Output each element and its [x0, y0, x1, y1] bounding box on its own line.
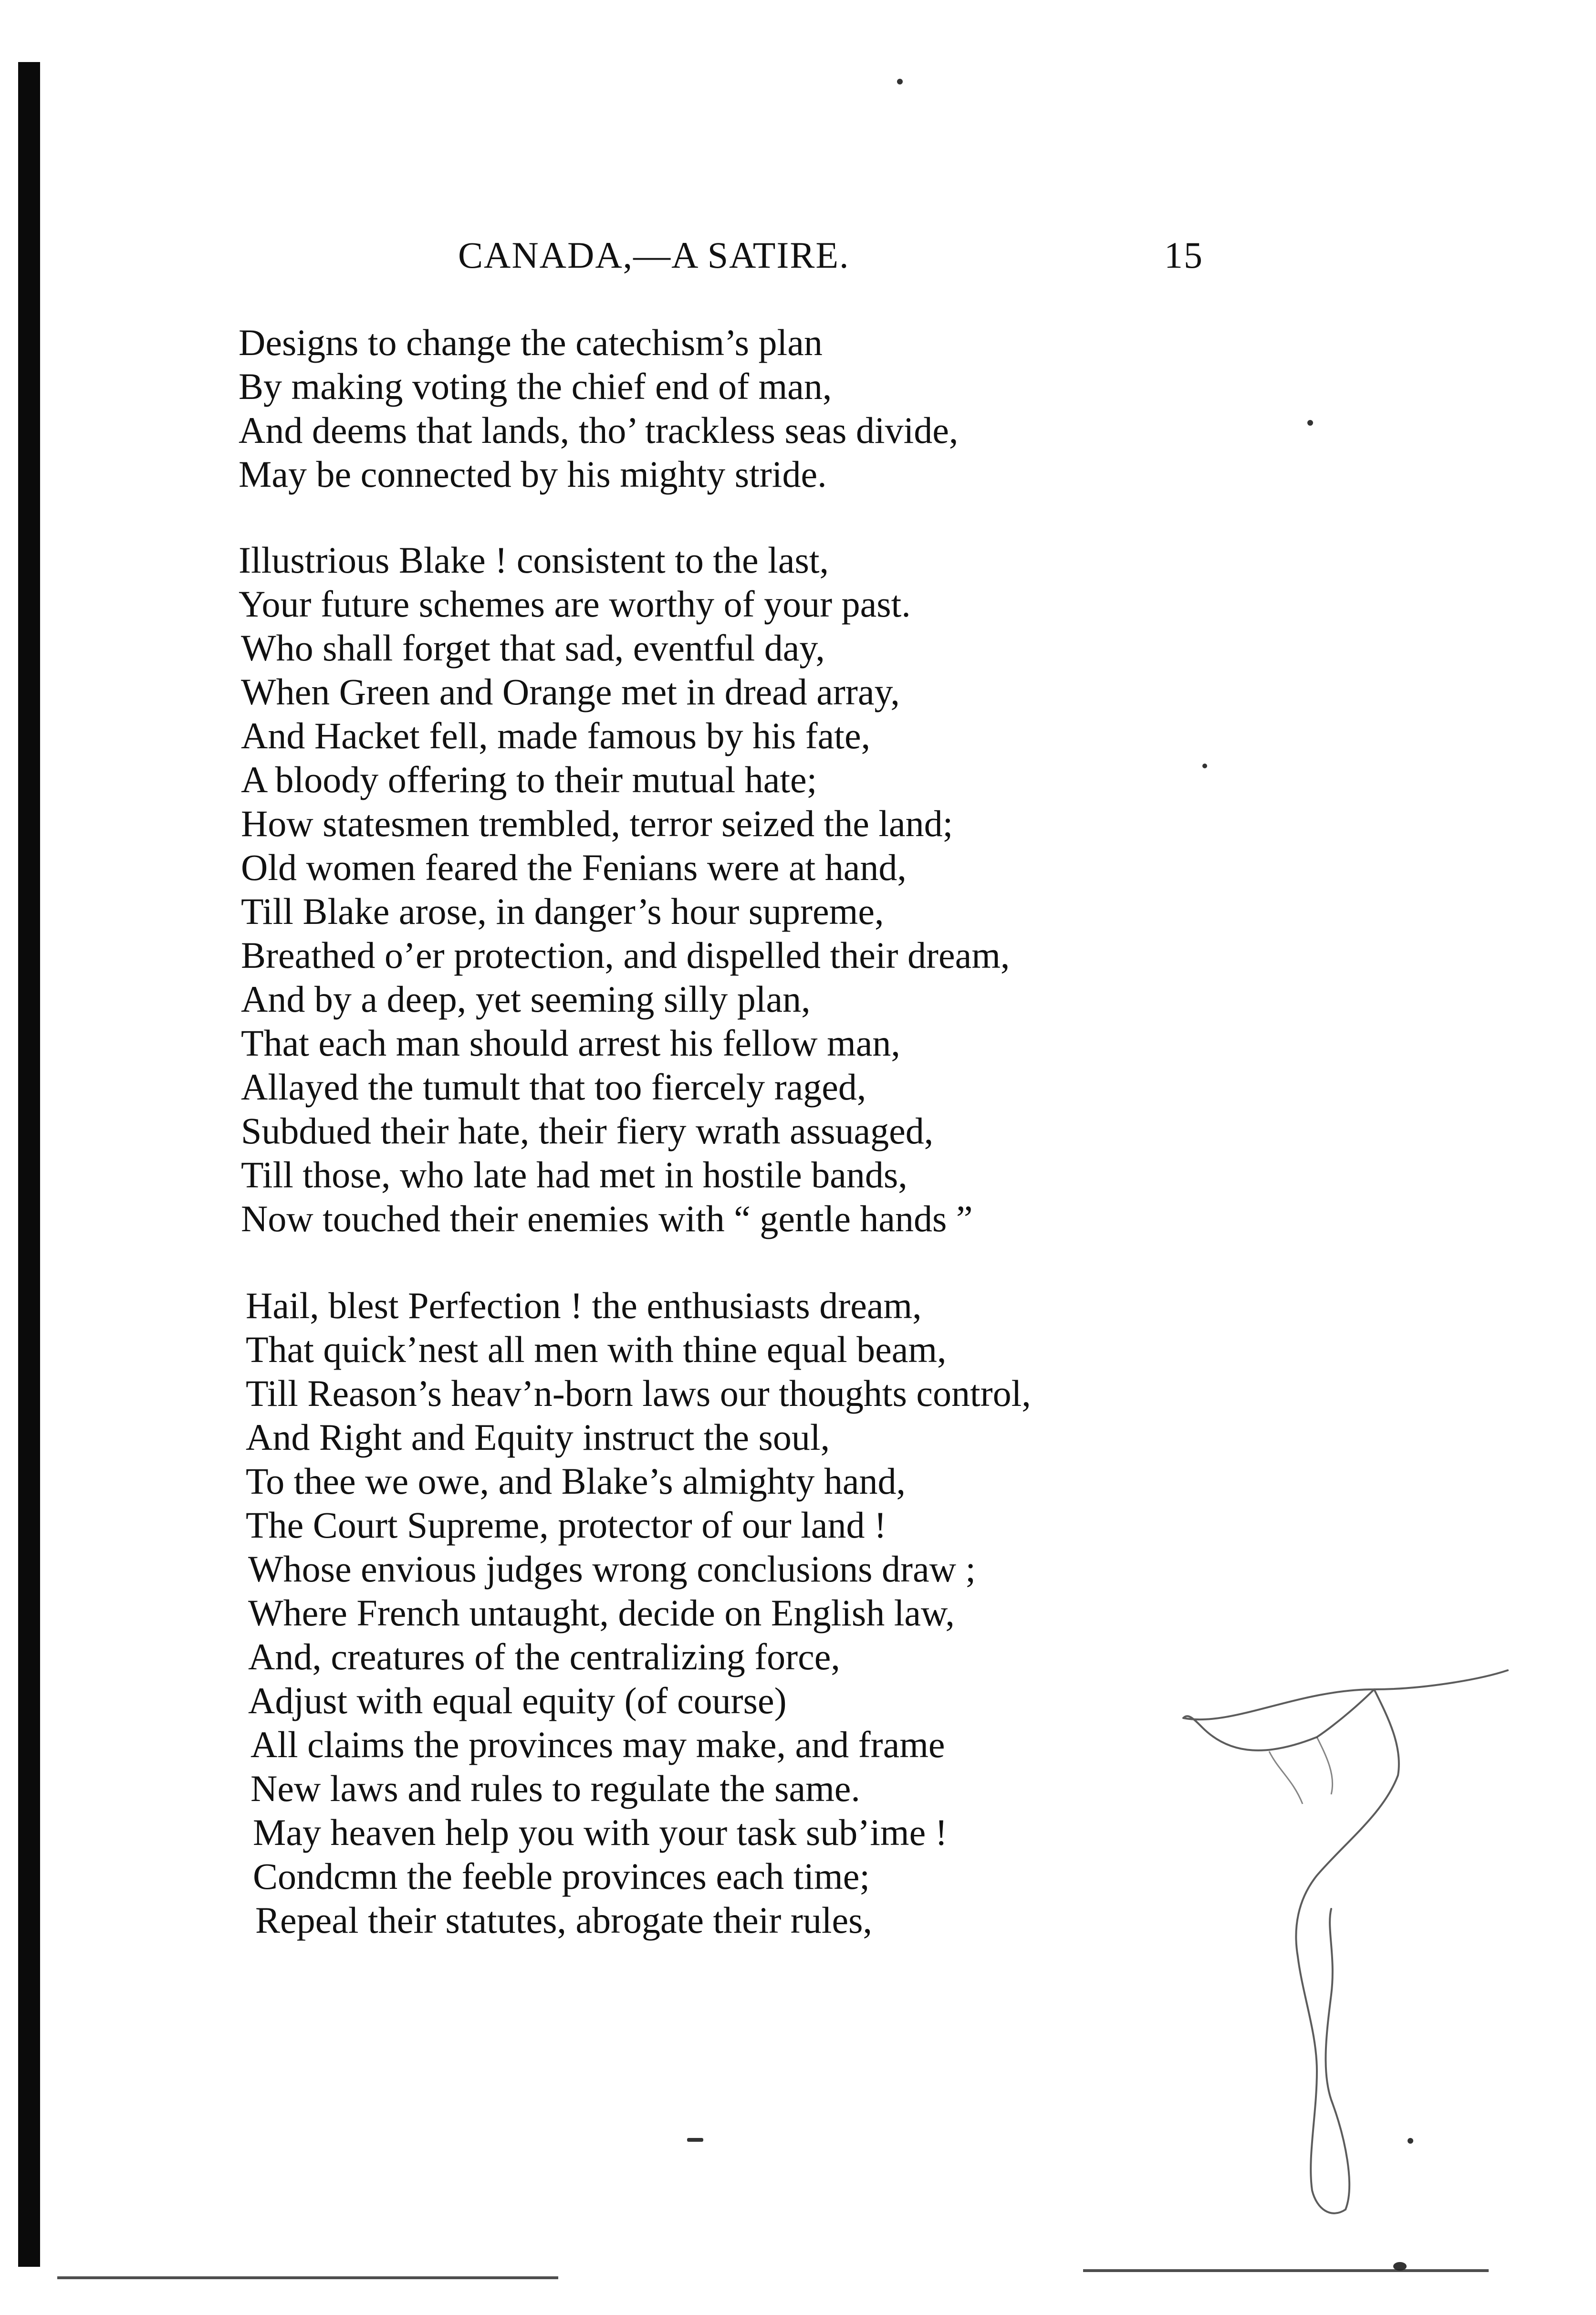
verse-line: Illustrious Blake ! consistent to the last,: [239, 539, 829, 581]
verse-line: May heaven help you with your task sub’ime !: [253, 1812, 948, 1853]
running-header: [458, 234, 1221, 286]
verse-line: May be connected by his mighty stride.: [239, 453, 827, 495]
verse-line: And Hacket fell, made famous by his fate,: [241, 715, 871, 756]
verse-line: To thee we owe, and Blake’s almighty hand,: [246, 1460, 906, 1502]
scan-speck: [897, 79, 903, 84]
scan-speck: [1408, 2138, 1413, 2144]
verse-line: Hail, blest Perfection ! the enthusiasts dream,: [246, 1285, 922, 1326]
verse-line: Whose envious judges wrong conclusions draw ;: [248, 1548, 976, 1590]
verse-line: How statesmen trembled, terror seized the land;: [241, 803, 953, 844]
verse-line: And Right and Equity instruct the soul,: [246, 1416, 830, 1458]
verse-line: That quick’nest all men with thine equal beam,: [246, 1329, 947, 1370]
scan-speck: [687, 2138, 703, 2142]
page-number: 15: [1164, 234, 1203, 276]
verse-line: Now touched their enemies with “ gentle hands ”: [241, 1198, 973, 1239]
verse-line: Your future schemes are worthy of your past.: [239, 583, 911, 625]
binding-shadow: [18, 62, 40, 2267]
page-bottom-edge: [1083, 2269, 1489, 2272]
verse-line: New laws and rules to regulate the same.: [250, 1768, 860, 1809]
verse-line: Subdued their hate, their fiery wrath assuaged,: [241, 1110, 934, 1152]
verse-line: Where French untaught, decide on English law,: [248, 1592, 955, 1634]
verse-line: And, creatures of the centralizing force,: [248, 1636, 840, 1677]
verse-line: Condcmn the feeble provinces each time;: [253, 1855, 870, 1897]
verse-line: Repeal their statutes, abrogate their rules,: [255, 1899, 873, 1941]
verse-line: When Green and Orange met in dread array,: [241, 671, 900, 712]
scan-speck: [1202, 764, 1207, 768]
verse-line: Till Blake arose, in danger’s hour supreme,: [241, 890, 884, 932]
verse-line: A bloody offering to their mutual hate;: [241, 759, 817, 800]
verse-line: The Court Supreme, protector of our land !: [246, 1504, 887, 1546]
verse-line: Till Reason’s heav’n-born laws our thoughts control,: [246, 1372, 1031, 1414]
verse-line: By making voting the chief end of man,: [239, 366, 832, 407]
verse-line: Breathed o’er protection, and dispelled their dream,: [241, 934, 1010, 976]
verse-line: And deems that lands, tho’ trackless seas divide,: [239, 409, 959, 451]
running-title: CANADA,—A SATIRE.: [458, 234, 850, 276]
verse-line: Till those, who late had met in hostile bands,: [241, 1154, 908, 1195]
verse-line: Who shall forget that sad, eventful day,: [241, 627, 825, 669]
verse-line: And by a deep, yet seeming silly plan,: [241, 978, 811, 1020]
margin-scribble: [1174, 1661, 1517, 2224]
verse-line: All claims the provinces may make, and frame: [250, 1724, 945, 1765]
verse-line: Old women feared the Fenians were at hand,: [241, 847, 907, 888]
verse-line: Adjust with equal equity (of course): [248, 1680, 787, 1721]
page-bottom-edge: [57, 2276, 558, 2279]
verse-line: Designs to change the catechism’s plan: [239, 322, 823, 363]
scan-speck: [1307, 420, 1313, 426]
verse-line: Allayed the tumult that too fiercely raged,: [241, 1066, 866, 1108]
verse-line: That each man should arrest his fellow man,: [241, 1022, 900, 1064]
